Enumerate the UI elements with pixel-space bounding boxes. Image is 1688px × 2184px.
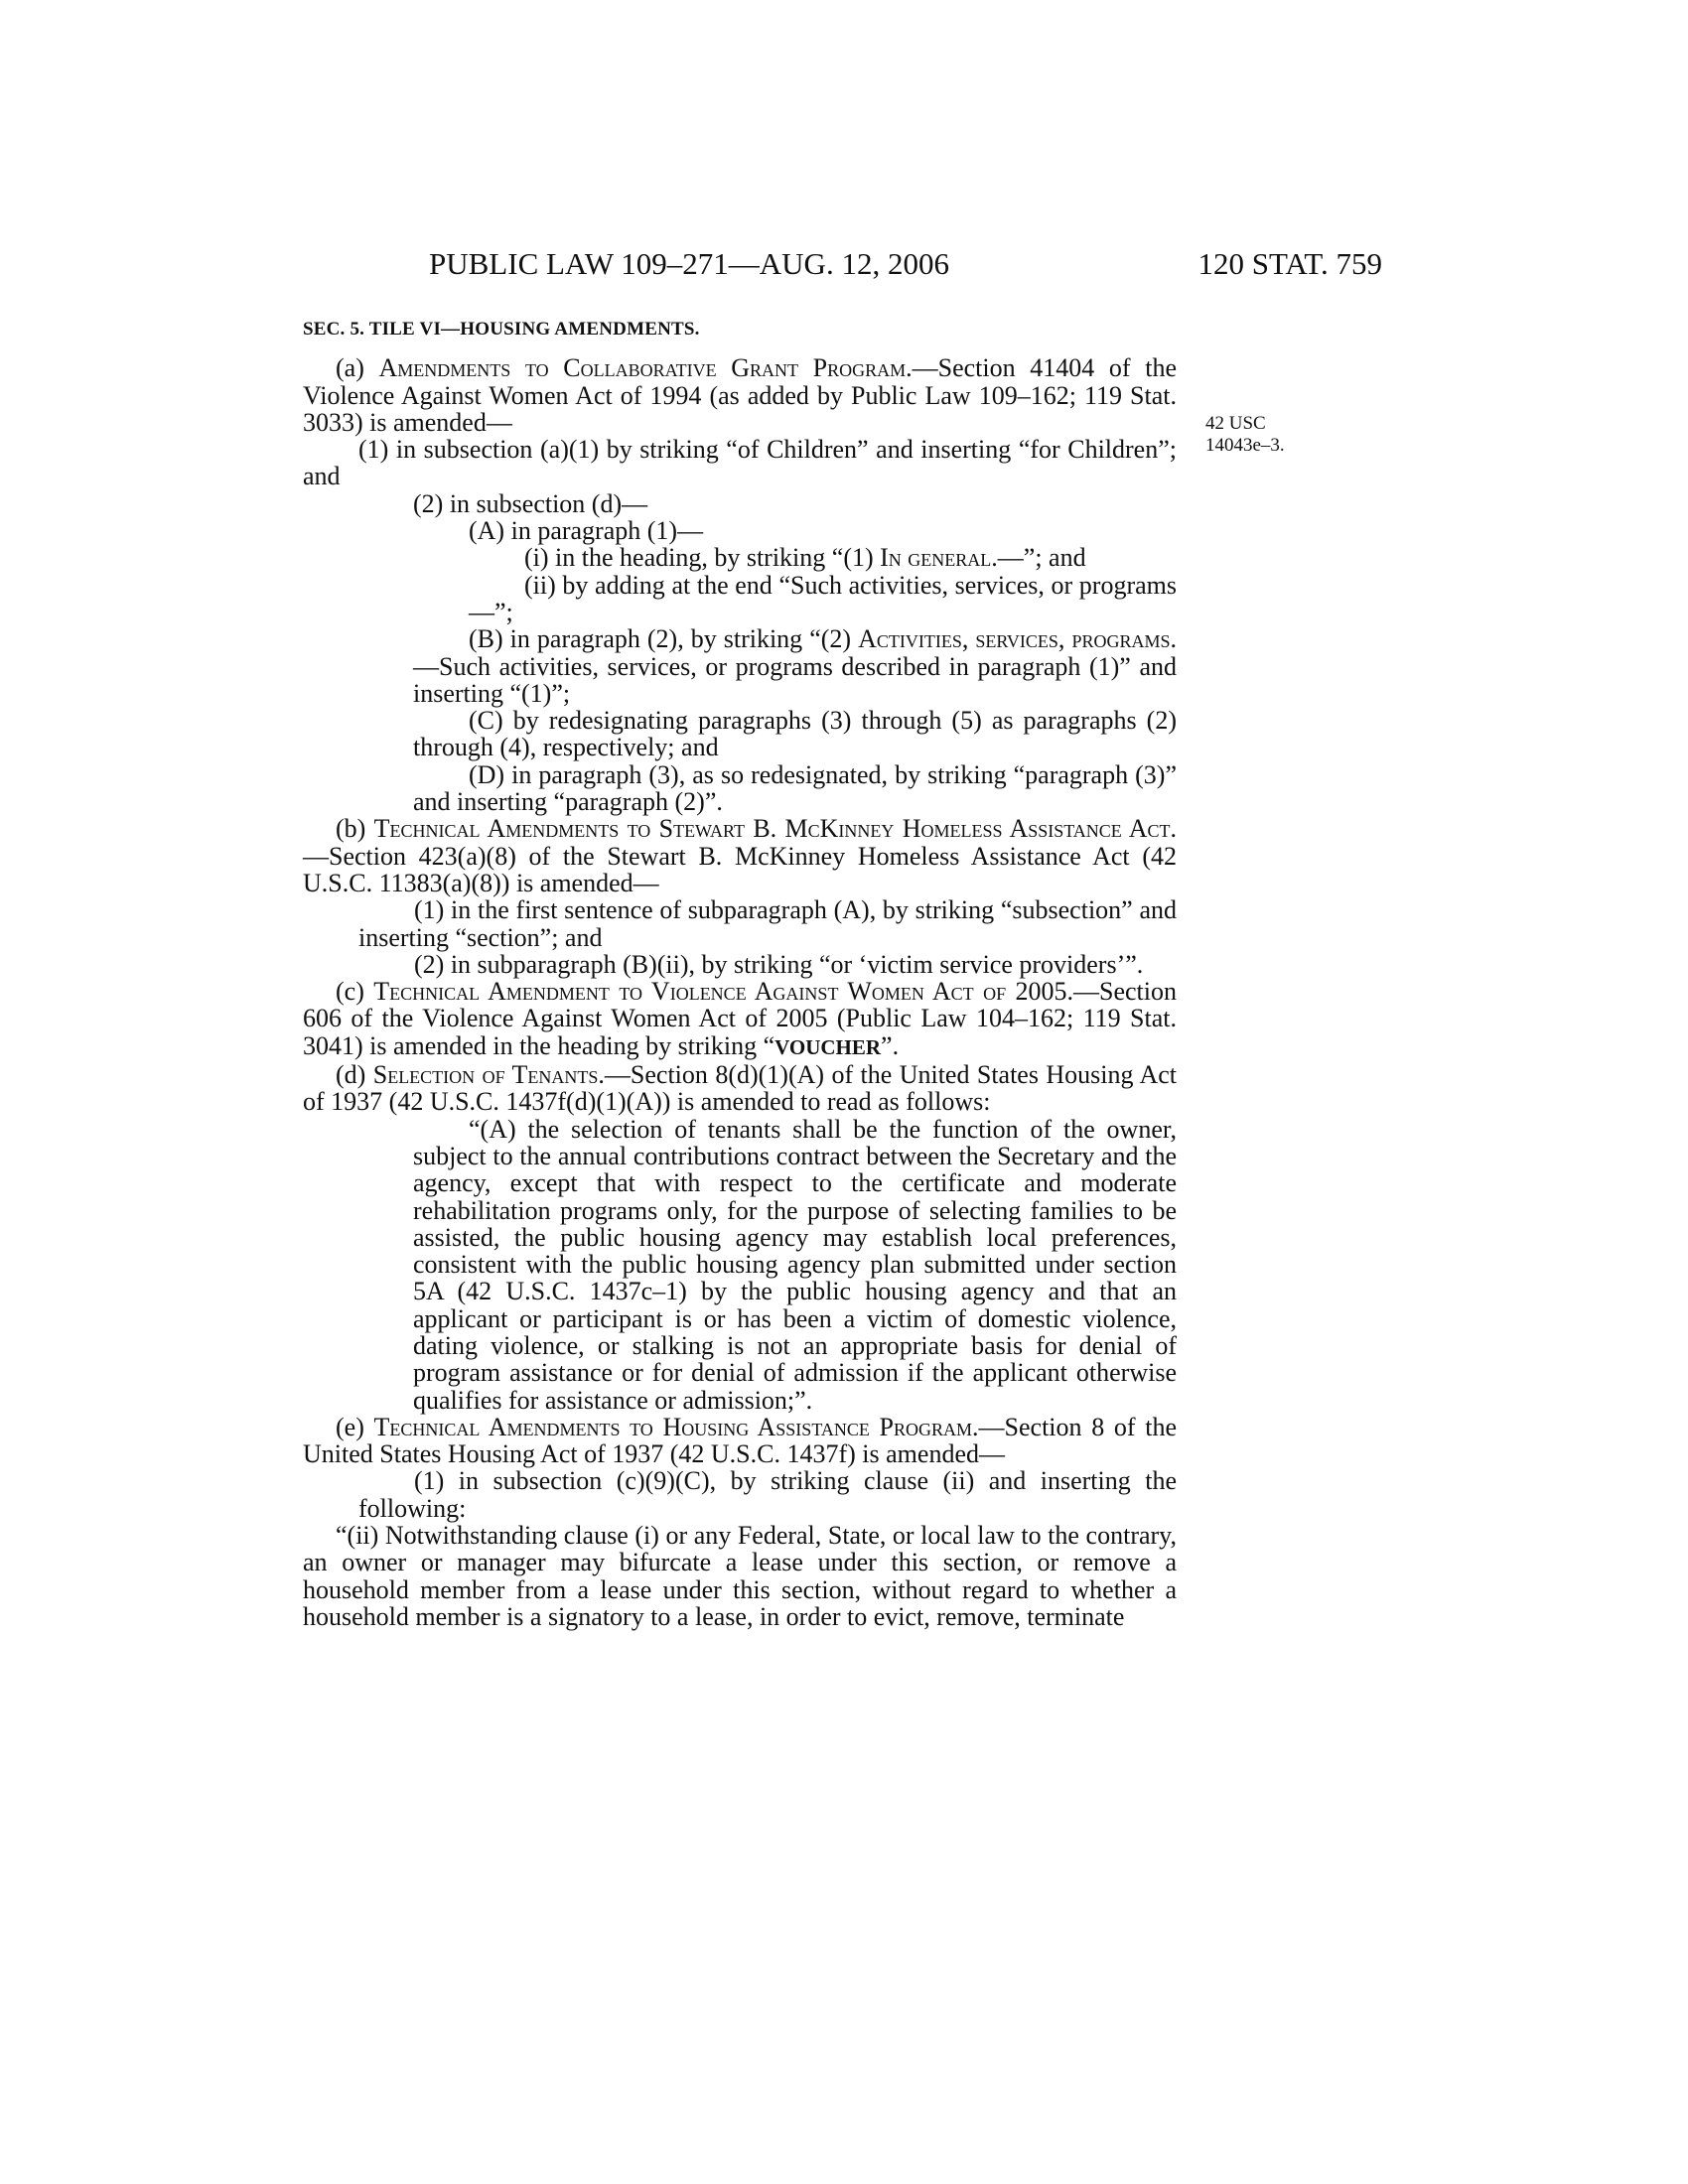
para-a2Aii: (ii) by adding at the end “Such activities, services, or programs—”;	[469, 570, 1177, 626]
section-heading: SEC. 5. TILE VI—HOUSING AMENDMENTS.	[303, 319, 700, 340]
stat-page: 120 STAT. 759	[1197, 246, 1382, 281]
subsection-e-heading: Technical Amendments to Housing Assistance Program.	[373, 1412, 979, 1441]
para-a2B: (B) in paragraph (2), by striking “(2) Activities, services, programs.—Such activities, services, or programs described in paragraph (1)” and inserting “(1)”;	[413, 624, 1177, 708]
para-a1: (1) in subsection (a)(1) by striking “of Children” and inserting “for Children”; and	[303, 435, 1177, 491]
subsection-a: (a) Amendments to Collaborative Grant Program.—Section 41404 of the Violence Against Women Act of 1994 (as added by Public Law 109–162; 119 Stat. 3033) is amended—	[303, 353, 1177, 437]
margin-citation-line2: 14043e–3.	[1205, 435, 1285, 456]
subsection-d: (d) Selection of Tenants.—Section 8(d)(1)(A) of the United States Housing Act of 1937 (42 U.S.C. 1437f(d)(1)(A)) is amended to read as follows:	[303, 1060, 1178, 1117]
subsection-c: (c) Technical Amendment to Violence Against Women Act of 2005.—Section 606 of the Violence Against Women Act of 2005 (Public Law 104–162; 119 Stat. 3041) is amended in the heading by striking “VOUCHER”.	[303, 977, 1178, 1060]
margin-citation-line1: 42 USC	[1205, 413, 1266, 434]
subsection-b-heading: Technical Amendments to Stewart B. McKinney Homeless Assistance Act.	[373, 814, 1177, 844]
para-b2: (2) in subparagraph (B)(ii), by striking “or ‘victim service providers’”.	[414, 949, 1144, 979]
running-header	[429, 246, 1382, 286]
subsection-c-heading: Technical Amendment to Violence Against Women Act of 2005.	[373, 977, 1074, 1007]
para-a2A: (A) in paragraph (1)—	[469, 516, 704, 546]
subsection-e: (e) Technical Amendments to Housing Assistance Program.—Section 8 of the United States Housing Act of 1937 (42 U.S.C. 1437f) is amended—	[303, 1412, 1177, 1469]
subsection-b: (b) Technical Amendments to Stewart B. McKinney Homeless Assistance Act.—Section 423(a)(8) of the Stewart B. McKinney Homeless Assistance Act (42 U.S.C. 11383(a)(8)) is amended—	[303, 814, 1177, 897]
para-a2Ai: (i) in the heading, by striking “(1) In general.—”; and	[524, 543, 1086, 573]
margin-citation	[1205, 413, 1325, 457]
para-a2D: (D) in paragraph (3), as so redesignated, by striking “paragraph (3)” and inserting “paragraph (2)”.	[413, 759, 1177, 817]
subsection-a-heading: Amendments to Collaborative Grant Program.	[378, 353, 913, 383]
para-b1: (1) in the first sentence of subparagraph (A), by striking “subsection” and inserting “section”; and	[358, 895, 1177, 952]
para-e1: (1) in subsection (c)(9)(C), by striking clause (ii) and inserting the following:	[358, 1466, 1177, 1523]
document-body	[303, 316, 1177, 1630]
quoted-text-d: “(A) the selection of tenants shall be the function of the owner, subject to the annual contributions contract between the Secretary and the agency, except that with respect to the certificate and moderate rehabilitation programs only, for the purpose of selecting families to be assisted, the public housing agency may establish local preferences, consistent with the public housing agency plan submitted under section 5A (42 U.S.C. 1437c–1) by the public housing agency and that an applicant or participant is or has been a victim of domestic violence, dating violence, or stalking is not an appropriate basis for denial of program assistance or for denial of admission if the applicant otherwise qualifies for assistance or admission;”.	[413, 1114, 1177, 1415]
para-a2C: (C) by redesignating paragraphs (3) through (5) as paragraphs (2) through (4), respectively; and	[413, 706, 1177, 762]
para-a2: (2) in subsection (d)—	[413, 488, 648, 518]
subsection-d-heading: Selection of Tenants.	[372, 1060, 605, 1090]
law-citation: PUBLIC LAW 109–271—AUG. 12, 2006	[429, 246, 949, 281]
quoted-text-e: “(ii) Notwithstanding clause (i) or any Federal, State, or local law to the contrary, an owner or manager may bifurcate a lease under this section, or remove a household member from a lease under this section, without regard to whether a household member is a signatory to a lease, in order to evict, remove, terminate	[303, 1521, 1177, 1631]
